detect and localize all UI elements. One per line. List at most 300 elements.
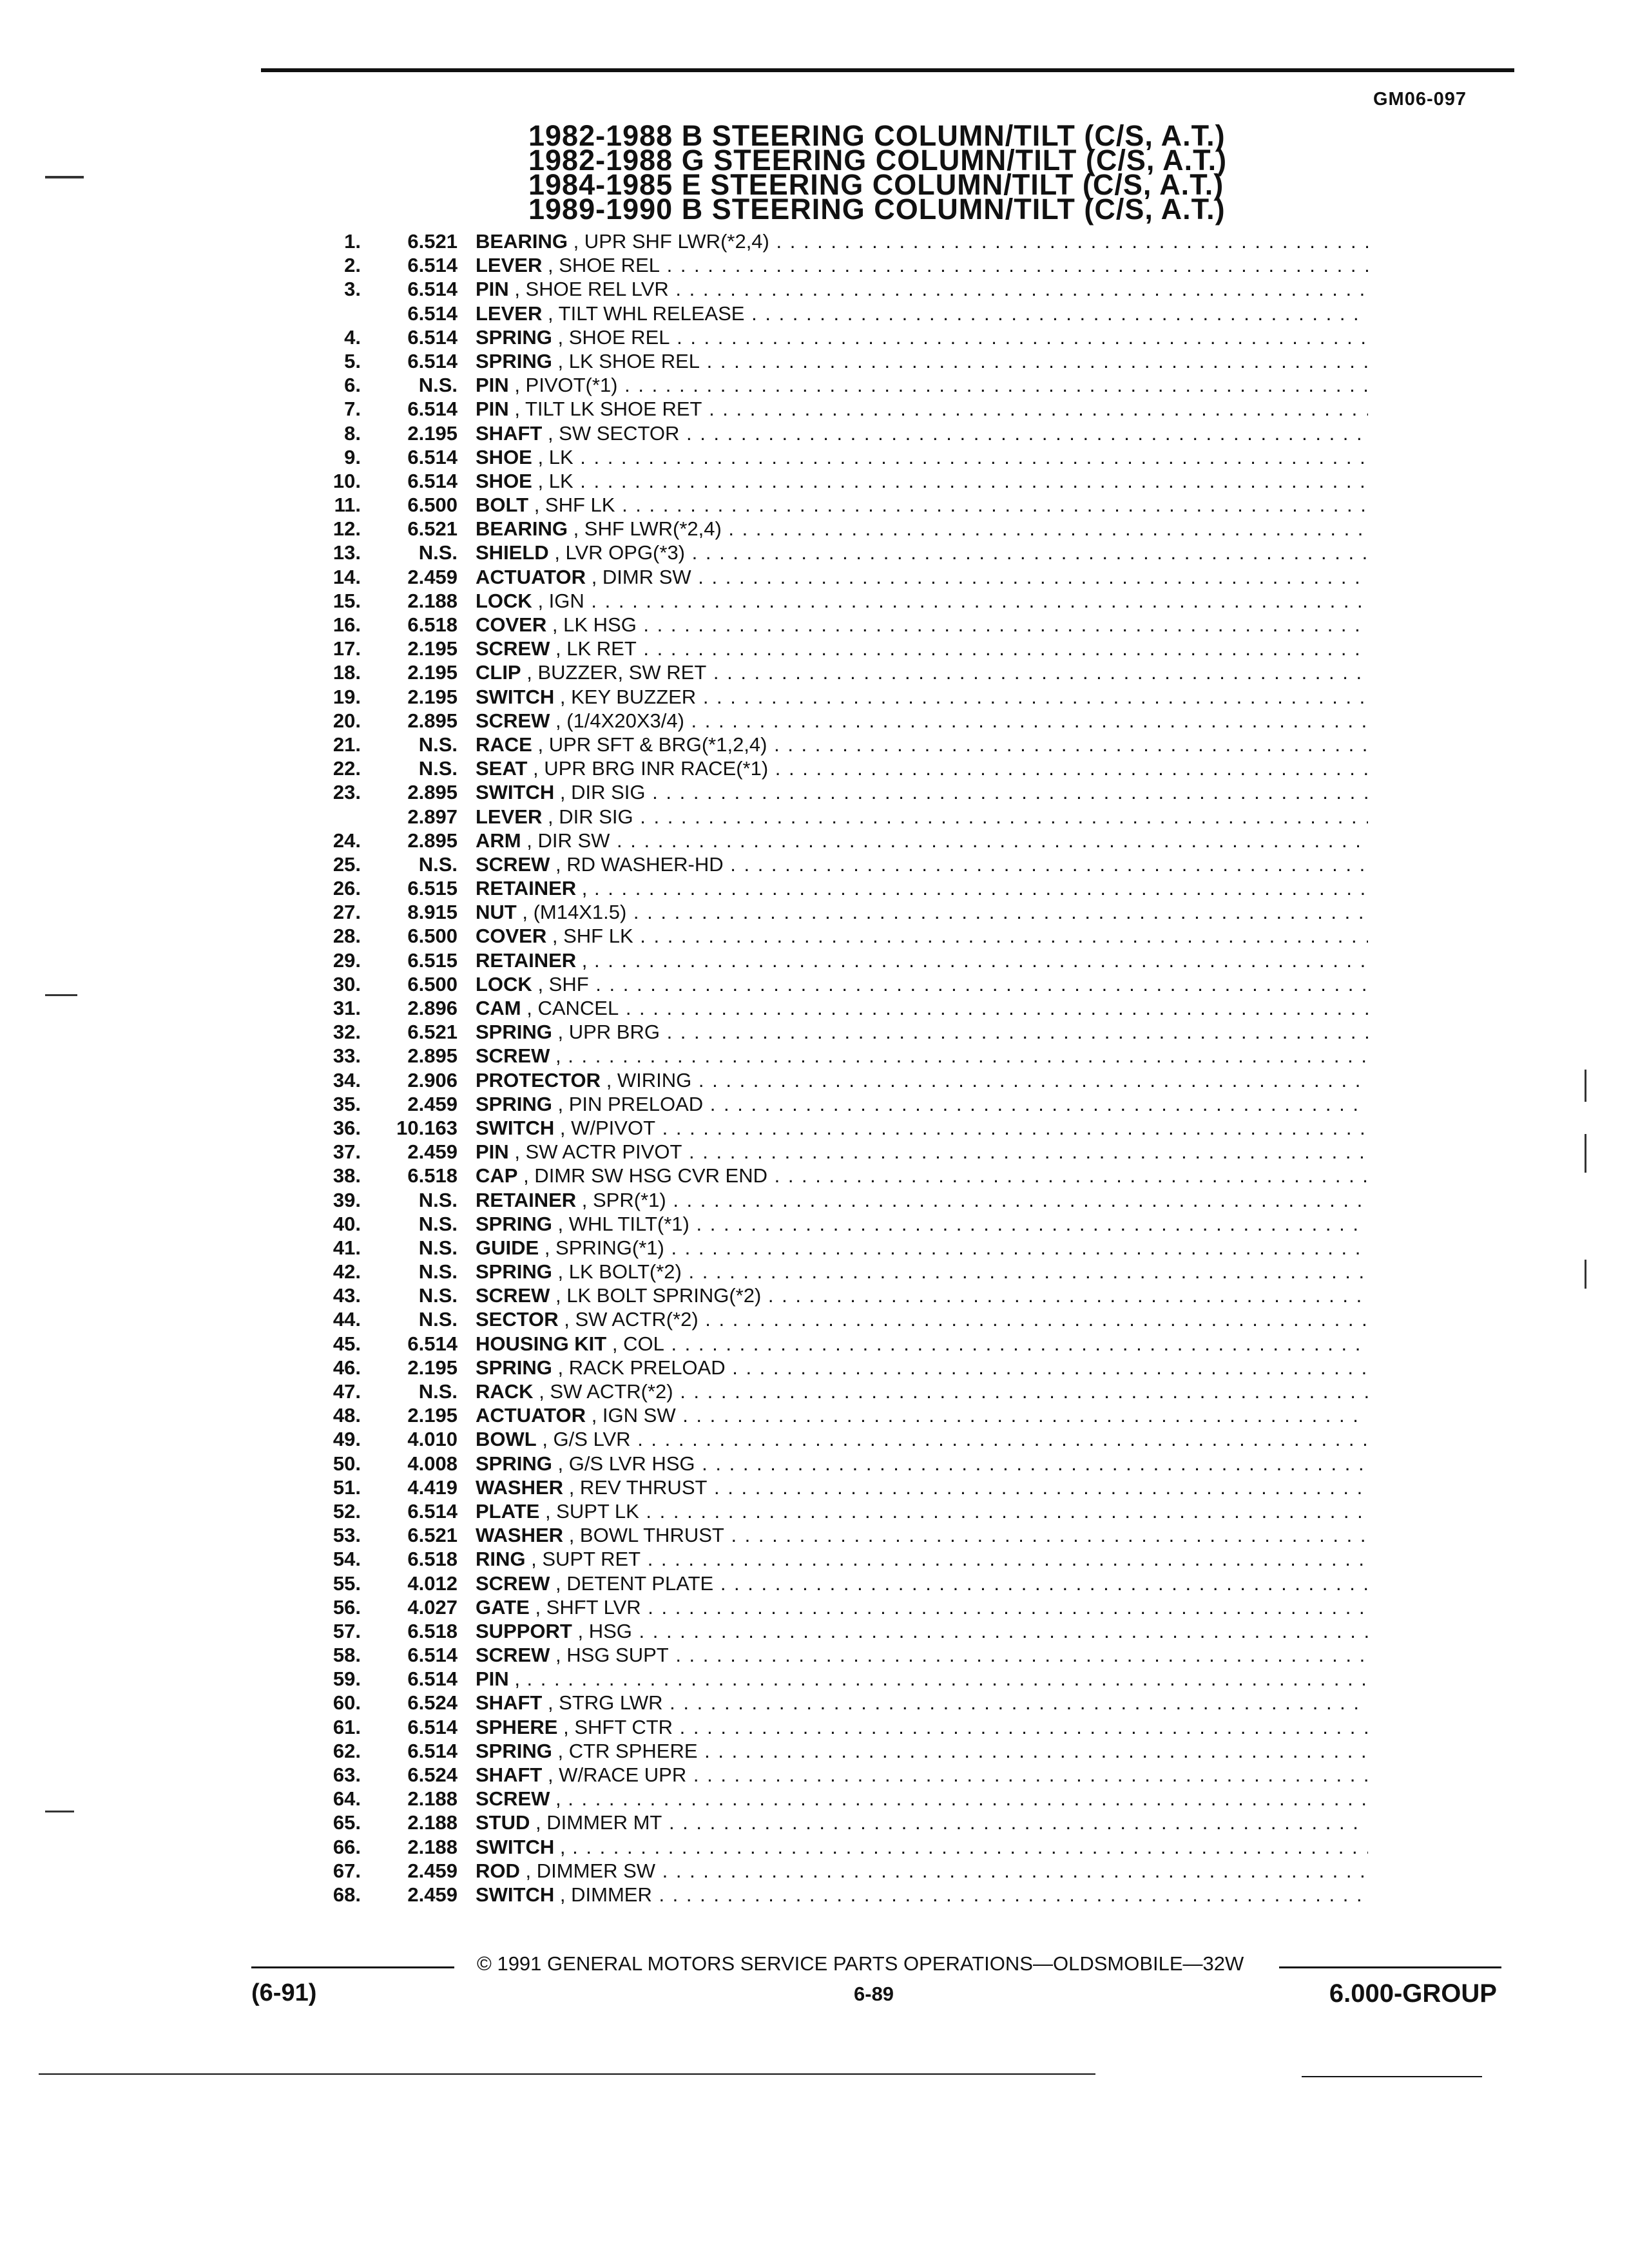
part-detail: , LK xyxy=(537,469,574,492)
part-description xyxy=(476,1452,1368,1475)
part-row xyxy=(0,660,1629,684)
part-name: CAM xyxy=(476,997,521,1019)
part-group-code: 6.521 xyxy=(407,1021,458,1044)
part-name: LOCK xyxy=(476,972,532,995)
part-group-code: 6.524 xyxy=(407,1691,458,1715)
part-detail: , RD WASHER-HD xyxy=(555,852,724,876)
part-detail: , DIMMER SW xyxy=(525,1859,656,1882)
part-number: 65. xyxy=(333,1811,361,1834)
part-row xyxy=(0,685,1629,709)
part-description xyxy=(476,829,1368,852)
part-number: 14. xyxy=(333,565,361,588)
part-number: 39. xyxy=(333,1188,361,1211)
part-group-code: 6.514 xyxy=(407,1739,458,1762)
part-description xyxy=(476,756,1368,780)
part-name: SWITCH xyxy=(476,1883,555,1906)
part-number: 63. xyxy=(333,1763,361,1786)
part-description xyxy=(476,1883,1368,1907)
part-name: RETAINER xyxy=(476,877,577,900)
part-detail: , UPR BRG INR RACE(*1) xyxy=(533,757,769,780)
part-number: 62. xyxy=(333,1739,361,1762)
part-name: SWITCH xyxy=(476,685,555,708)
part-name: SEAT xyxy=(476,757,528,780)
part-description xyxy=(476,1619,1368,1643)
part-name: LEVER xyxy=(476,254,543,277)
part-name: ARM xyxy=(476,829,521,852)
part-group-code: 6.515 xyxy=(407,948,458,972)
part-description xyxy=(476,852,1368,876)
part-row xyxy=(0,1379,1629,1403)
part-row xyxy=(0,852,1629,876)
part-name: BEARING xyxy=(476,517,568,541)
part-name: CAP xyxy=(476,1164,518,1187)
part-number: 42. xyxy=(333,1260,361,1283)
part-description xyxy=(476,1164,1368,1187)
part-group-code: N.S. xyxy=(418,757,458,780)
part-detail: , SW ACTR PIVOT xyxy=(514,1140,682,1164)
part-group-code: N.S. xyxy=(418,1380,458,1403)
part-row xyxy=(0,637,1629,660)
part-description xyxy=(476,1427,1368,1451)
part-detail: , PIN PRELOAD xyxy=(557,1092,704,1115)
part-group-code: 6.500 xyxy=(407,925,458,948)
part-description xyxy=(476,876,1368,900)
part-description xyxy=(476,1140,1368,1164)
part-number: 27. xyxy=(333,901,361,924)
part-row xyxy=(0,1092,1629,1116)
part-description xyxy=(476,1332,1368,1356)
part-description xyxy=(476,1667,1368,1691)
part-description xyxy=(476,1475,1368,1499)
part-detail: , LK BOLT(*2) xyxy=(557,1260,682,1283)
part-row xyxy=(0,445,1629,469)
part-number: 46. xyxy=(333,1356,361,1379)
part-number: 34. xyxy=(333,1068,361,1091)
part-group-code: 2.195 xyxy=(407,1404,458,1427)
part-row xyxy=(0,1116,1629,1140)
part-number: 3. xyxy=(344,278,361,301)
part-group-code: N.S. xyxy=(418,1260,458,1283)
part-description xyxy=(476,493,1368,517)
part-name: SPHERE xyxy=(476,1715,558,1738)
part-group-code: 6.514 xyxy=(407,1332,458,1355)
part-description xyxy=(476,277,1368,301)
part-row xyxy=(0,924,1629,948)
part-number: 59. xyxy=(333,1667,361,1691)
part-description xyxy=(476,541,1368,564)
part-group-code: 2.897 xyxy=(407,805,458,828)
part-name: RACE xyxy=(476,733,532,756)
part-description xyxy=(476,1116,1368,1140)
part-group-code: 6.514 xyxy=(407,398,458,421)
part-name: SWITCH xyxy=(476,1835,555,1858)
part-name: LEVER xyxy=(476,805,543,828)
part-group-code: 2.188 xyxy=(407,1835,458,1858)
part-description xyxy=(476,972,1368,996)
part-number: 43. xyxy=(333,1284,361,1307)
part-detail: , SHFT CTR xyxy=(563,1715,673,1738)
part-group-code: 2.195 xyxy=(407,1356,458,1379)
part-row xyxy=(0,733,1629,756)
part-description xyxy=(476,1859,1368,1883)
part-detail: , COL xyxy=(612,1332,664,1355)
part-name: SPRING xyxy=(476,1212,552,1235)
part-group-code: 6.521 xyxy=(407,1524,458,1547)
part-detail: , SHF LWR(*2,4) xyxy=(573,517,722,541)
margin-mark xyxy=(1585,1260,1586,1289)
part-description xyxy=(476,253,1368,277)
part-description xyxy=(476,1212,1368,1236)
part-description xyxy=(476,445,1368,469)
part-number: 55. xyxy=(333,1571,361,1595)
part-group-code: 2.895 xyxy=(407,781,458,804)
part-detail: , TILT LK SHOE RET xyxy=(514,398,702,421)
part-detail: , CTR SPHERE xyxy=(557,1739,698,1762)
part-group-code: 6.518 xyxy=(407,1619,458,1642)
part-name: SPRING xyxy=(476,349,552,372)
part-description xyxy=(476,780,1368,804)
part-row xyxy=(0,1499,1629,1523)
part-name: SHAFT xyxy=(476,1763,543,1786)
part-description xyxy=(476,733,1368,756)
part-number: 45. xyxy=(333,1332,361,1355)
part-number: 28. xyxy=(333,925,361,948)
part-row xyxy=(0,1020,1629,1044)
margin-mark xyxy=(45,1811,74,1812)
part-row xyxy=(0,709,1629,733)
part-name: PIN xyxy=(476,398,509,421)
part-group-code: 4.012 xyxy=(407,1571,458,1595)
part-description xyxy=(476,1523,1368,1547)
part-name: SHAFT xyxy=(476,421,543,445)
part-detail: , SHF LK xyxy=(534,494,615,517)
part-name: SCREW xyxy=(476,1571,550,1595)
part-detail: , UPR SHF LWR(*2,4) xyxy=(573,230,769,253)
part-description xyxy=(476,1595,1368,1619)
part-detail: , SUPT RET xyxy=(531,1548,641,1571)
part-group-code: 2.459 xyxy=(407,1859,458,1882)
part-number: 13. xyxy=(333,541,361,564)
part-row xyxy=(0,1763,1629,1787)
part-number: 41. xyxy=(333,1236,361,1259)
part-detail: , SHOE REL LVR xyxy=(514,278,669,301)
part-number: 66. xyxy=(333,1835,361,1858)
part-group-code: 2.195 xyxy=(407,661,458,684)
part-description xyxy=(476,660,1368,684)
part-row xyxy=(0,1140,1629,1164)
part-detail: , BOWL THRUST xyxy=(568,1524,724,1547)
part-detail: , TILT WHL RELEASE xyxy=(547,302,745,325)
part-number: 48. xyxy=(333,1404,361,1427)
part-detail: , W/PIVOT xyxy=(559,1116,656,1139)
part-row xyxy=(0,397,1629,421)
part-name: PIN xyxy=(476,1140,509,1164)
part-row xyxy=(0,253,1629,277)
part-name: BOLT xyxy=(476,494,529,517)
part-row xyxy=(0,756,1629,780)
part-row xyxy=(0,1236,1629,1260)
part-detail: , SW ACTR(*2) xyxy=(539,1380,673,1403)
part-detail: , W/RACE UPR xyxy=(547,1763,687,1786)
part-detail: , PIVOT(*1) xyxy=(514,374,618,397)
part-name: WASHER xyxy=(476,1475,564,1499)
part-number: 52. xyxy=(333,1499,361,1523)
part-group-code: 6.514 xyxy=(407,469,458,492)
footer-rule-right xyxy=(1279,1966,1501,1968)
part-name: SHIELD xyxy=(476,541,549,564)
part-group-code: 2.459 xyxy=(407,565,458,588)
part-description xyxy=(476,1787,1368,1811)
part-description xyxy=(476,1356,1368,1379)
part-detail: , DIR SIG xyxy=(559,781,646,804)
part-number: 50. xyxy=(333,1452,361,1475)
part-group-code: 6.518 xyxy=(407,1164,458,1187)
part-number: 18. xyxy=(333,661,361,684)
part-row xyxy=(0,1835,1629,1859)
part-detail: , xyxy=(555,1044,561,1068)
part-number: 10. xyxy=(333,469,361,492)
part-detail: , WHL TILT(*1) xyxy=(557,1212,689,1235)
part-description xyxy=(476,637,1368,660)
part-row xyxy=(0,1595,1629,1619)
part-description xyxy=(476,1739,1368,1763)
part-row xyxy=(0,349,1629,373)
part-group-code: 2.895 xyxy=(407,709,458,732)
part-group-code: 6.514 xyxy=(407,302,458,325)
part-detail: , xyxy=(581,948,588,972)
margin-mark xyxy=(1585,1070,1586,1102)
part-name: STUD xyxy=(476,1811,530,1834)
part-group-code: 6.514 xyxy=(407,445,458,468)
part-name: BEARING xyxy=(476,230,568,253)
part-detail: , STRG LWR xyxy=(547,1691,663,1715)
part-description xyxy=(476,469,1368,493)
part-number: 35. xyxy=(333,1092,361,1115)
part-name: SCREW xyxy=(476,637,550,660)
part-description xyxy=(476,1691,1368,1715)
part-row xyxy=(0,541,1629,564)
part-detail: , CANCEL xyxy=(526,997,619,1019)
part-name: PIN xyxy=(476,374,509,397)
part-row xyxy=(0,1356,1629,1379)
part-number: 12. xyxy=(333,517,361,541)
part-number: 37. xyxy=(333,1140,361,1164)
part-name: COVER xyxy=(476,925,547,948)
part-detail: , SHFT LVR xyxy=(535,1595,641,1619)
part-number: 33. xyxy=(333,1044,361,1068)
part-name: PLATE xyxy=(476,1499,540,1523)
part-detail: , LVR OPG(*3) xyxy=(554,541,686,564)
part-row xyxy=(0,1260,1629,1283)
part-group-code: N.S. xyxy=(418,852,458,876)
part-row xyxy=(0,1475,1629,1499)
part-group-code: 6.514 xyxy=(407,349,458,372)
part-description xyxy=(476,1307,1368,1331)
part-name: SPRING xyxy=(476,1452,552,1475)
title-block xyxy=(528,119,1366,226)
part-detail: , SHOE REL xyxy=(547,254,660,277)
part-number: 17. xyxy=(333,637,361,660)
part-description xyxy=(476,1188,1368,1212)
part-group-code: 6.524 xyxy=(407,1763,458,1786)
part-number: 4. xyxy=(344,325,361,349)
footer-rule-left xyxy=(251,1966,454,1968)
part-group-code: 6.514 xyxy=(407,1667,458,1691)
title-line: 1982-1988 B STEERING COLUMN/TILT (C/S, A.T.) xyxy=(528,119,1226,152)
part-row xyxy=(0,1068,1629,1092)
part-number: 51. xyxy=(333,1475,361,1499)
part-row xyxy=(0,1332,1629,1356)
part-name: SPRING xyxy=(476,1021,552,1044)
part-group-code: N.S. xyxy=(418,1284,458,1307)
part-row xyxy=(0,613,1629,637)
part-group-code: N.S. xyxy=(418,1188,458,1211)
part-number: 60. xyxy=(333,1691,361,1715)
part-detail: , KEY BUZZER xyxy=(559,685,697,708)
part-name: SUPPORT xyxy=(476,1619,572,1642)
part-number: 5. xyxy=(344,349,361,372)
part-name: SWITCH xyxy=(476,781,555,804)
part-number: 47. xyxy=(333,1380,361,1403)
part-number: 2. xyxy=(344,254,361,277)
part-group-code: 6.500 xyxy=(407,972,458,995)
part-description xyxy=(476,613,1368,637)
part-description xyxy=(476,1236,1368,1260)
doc-code: GM06-097 xyxy=(1373,89,1467,110)
part-row xyxy=(0,1571,1629,1595)
part-detail: , HSG SUPT xyxy=(555,1644,669,1667)
part-name: WASHER xyxy=(476,1524,564,1547)
part-group-code: N.S. xyxy=(418,1308,458,1331)
part-group-code: N.S. xyxy=(418,1212,458,1235)
part-row xyxy=(0,493,1629,517)
part-description xyxy=(476,421,1368,445)
part-number: 22. xyxy=(333,757,361,780)
part-group-code: 4.008 xyxy=(407,1452,458,1475)
part-row xyxy=(0,589,1629,613)
margin-mark xyxy=(45,176,84,178)
part-detail: , LK SHOE REL xyxy=(557,349,700,372)
part-number: 6. xyxy=(344,374,361,397)
part-row xyxy=(0,1691,1629,1715)
part-row xyxy=(0,805,1629,829)
bottom-rule-right xyxy=(1302,2076,1482,2077)
part-description xyxy=(476,1020,1368,1044)
part-name: SPRING xyxy=(476,1356,552,1379)
part-name: HOUSING KIT xyxy=(476,1332,607,1355)
part-row xyxy=(0,1787,1629,1811)
part-row xyxy=(0,1212,1629,1236)
part-row xyxy=(0,1547,1629,1571)
title-line: 1989-1990 B STEERING COLUMN/TILT (C/S, A.T.) xyxy=(528,193,1226,226)
part-group-code: N.S. xyxy=(418,374,458,397)
part-name: NUT xyxy=(476,901,517,924)
part-description xyxy=(476,805,1368,829)
part-detail: , IGN xyxy=(537,589,584,612)
part-description xyxy=(476,373,1368,397)
part-number: 68. xyxy=(333,1883,361,1906)
part-detail: , xyxy=(581,877,588,900)
part-name: SPRING xyxy=(476,325,552,349)
part-row xyxy=(0,1667,1629,1691)
parts-list xyxy=(0,229,1629,1907)
part-group-code: 2.895 xyxy=(407,1044,458,1068)
part-group-code: 6.514 xyxy=(407,1644,458,1667)
part-description xyxy=(476,1715,1368,1739)
part-row xyxy=(0,1523,1629,1547)
part-name: ROD xyxy=(476,1859,520,1882)
part-row xyxy=(0,229,1629,253)
part-name: SCREW xyxy=(476,1044,550,1068)
part-number: 9. xyxy=(344,445,361,468)
part-row xyxy=(0,302,1629,325)
part-detail: , LK xyxy=(537,445,574,468)
part-number: 61. xyxy=(333,1715,361,1738)
part-name: LEVER xyxy=(476,302,543,325)
part-number: 67. xyxy=(333,1859,361,1882)
part-row xyxy=(0,780,1629,804)
part-row xyxy=(0,1188,1629,1212)
part-detail: , SHOE REL xyxy=(557,325,670,349)
part-detail: , LK HSG xyxy=(552,613,637,636)
part-group-code: 8.915 xyxy=(407,901,458,924)
part-name: ACTUATOR xyxy=(476,565,586,588)
part-description xyxy=(476,1835,1368,1859)
part-row xyxy=(0,1619,1629,1643)
part-row xyxy=(0,1427,1629,1451)
part-number: 16. xyxy=(333,613,361,636)
part-name: COVER xyxy=(476,613,547,636)
part-row xyxy=(0,1715,1629,1739)
part-number: 54. xyxy=(333,1548,361,1571)
part-row xyxy=(0,829,1629,852)
part-number: 25. xyxy=(333,852,361,876)
part-group-code: 4.010 xyxy=(407,1428,458,1451)
title-line: 1984-1985 E STEERING COLUMN/TILT (C/S, A.T.) xyxy=(528,168,1224,201)
part-detail: , DIR SW xyxy=(526,829,610,852)
part-name: SECTOR xyxy=(476,1308,559,1331)
part-row xyxy=(0,1044,1629,1068)
part-name: SWITCH xyxy=(476,1116,555,1139)
part-name: SHAFT xyxy=(476,1691,543,1715)
part-detail: , SPR(*1) xyxy=(581,1188,666,1211)
part-detail: , SHF LK xyxy=(552,925,633,948)
part-row xyxy=(0,1164,1629,1187)
part-row xyxy=(0,1859,1629,1883)
part-detail: , DIMMER MT xyxy=(535,1811,662,1834)
part-number: 56. xyxy=(333,1595,361,1619)
part-name: RACK xyxy=(476,1380,534,1403)
part-name: SCREW xyxy=(476,709,550,732)
bottom-rule xyxy=(39,2073,1095,2075)
part-group-code: 4.027 xyxy=(407,1595,458,1619)
part-detail: , HSG xyxy=(577,1619,632,1642)
part-name: SHOE xyxy=(476,445,532,468)
part-description xyxy=(476,229,1368,253)
part-row xyxy=(0,900,1629,924)
part-name: PIN xyxy=(476,278,509,301)
top-rule xyxy=(261,68,1514,72)
part-description xyxy=(476,1068,1368,1092)
part-description xyxy=(476,924,1368,948)
part-detail: , G/S LVR HSG xyxy=(557,1452,695,1475)
part-description xyxy=(476,302,1368,325)
part-group-code: 6.518 xyxy=(407,613,458,636)
part-description xyxy=(476,565,1368,589)
part-row xyxy=(0,1739,1629,1763)
part-number: 53. xyxy=(333,1524,361,1547)
part-name: RETAINER xyxy=(476,1188,577,1211)
